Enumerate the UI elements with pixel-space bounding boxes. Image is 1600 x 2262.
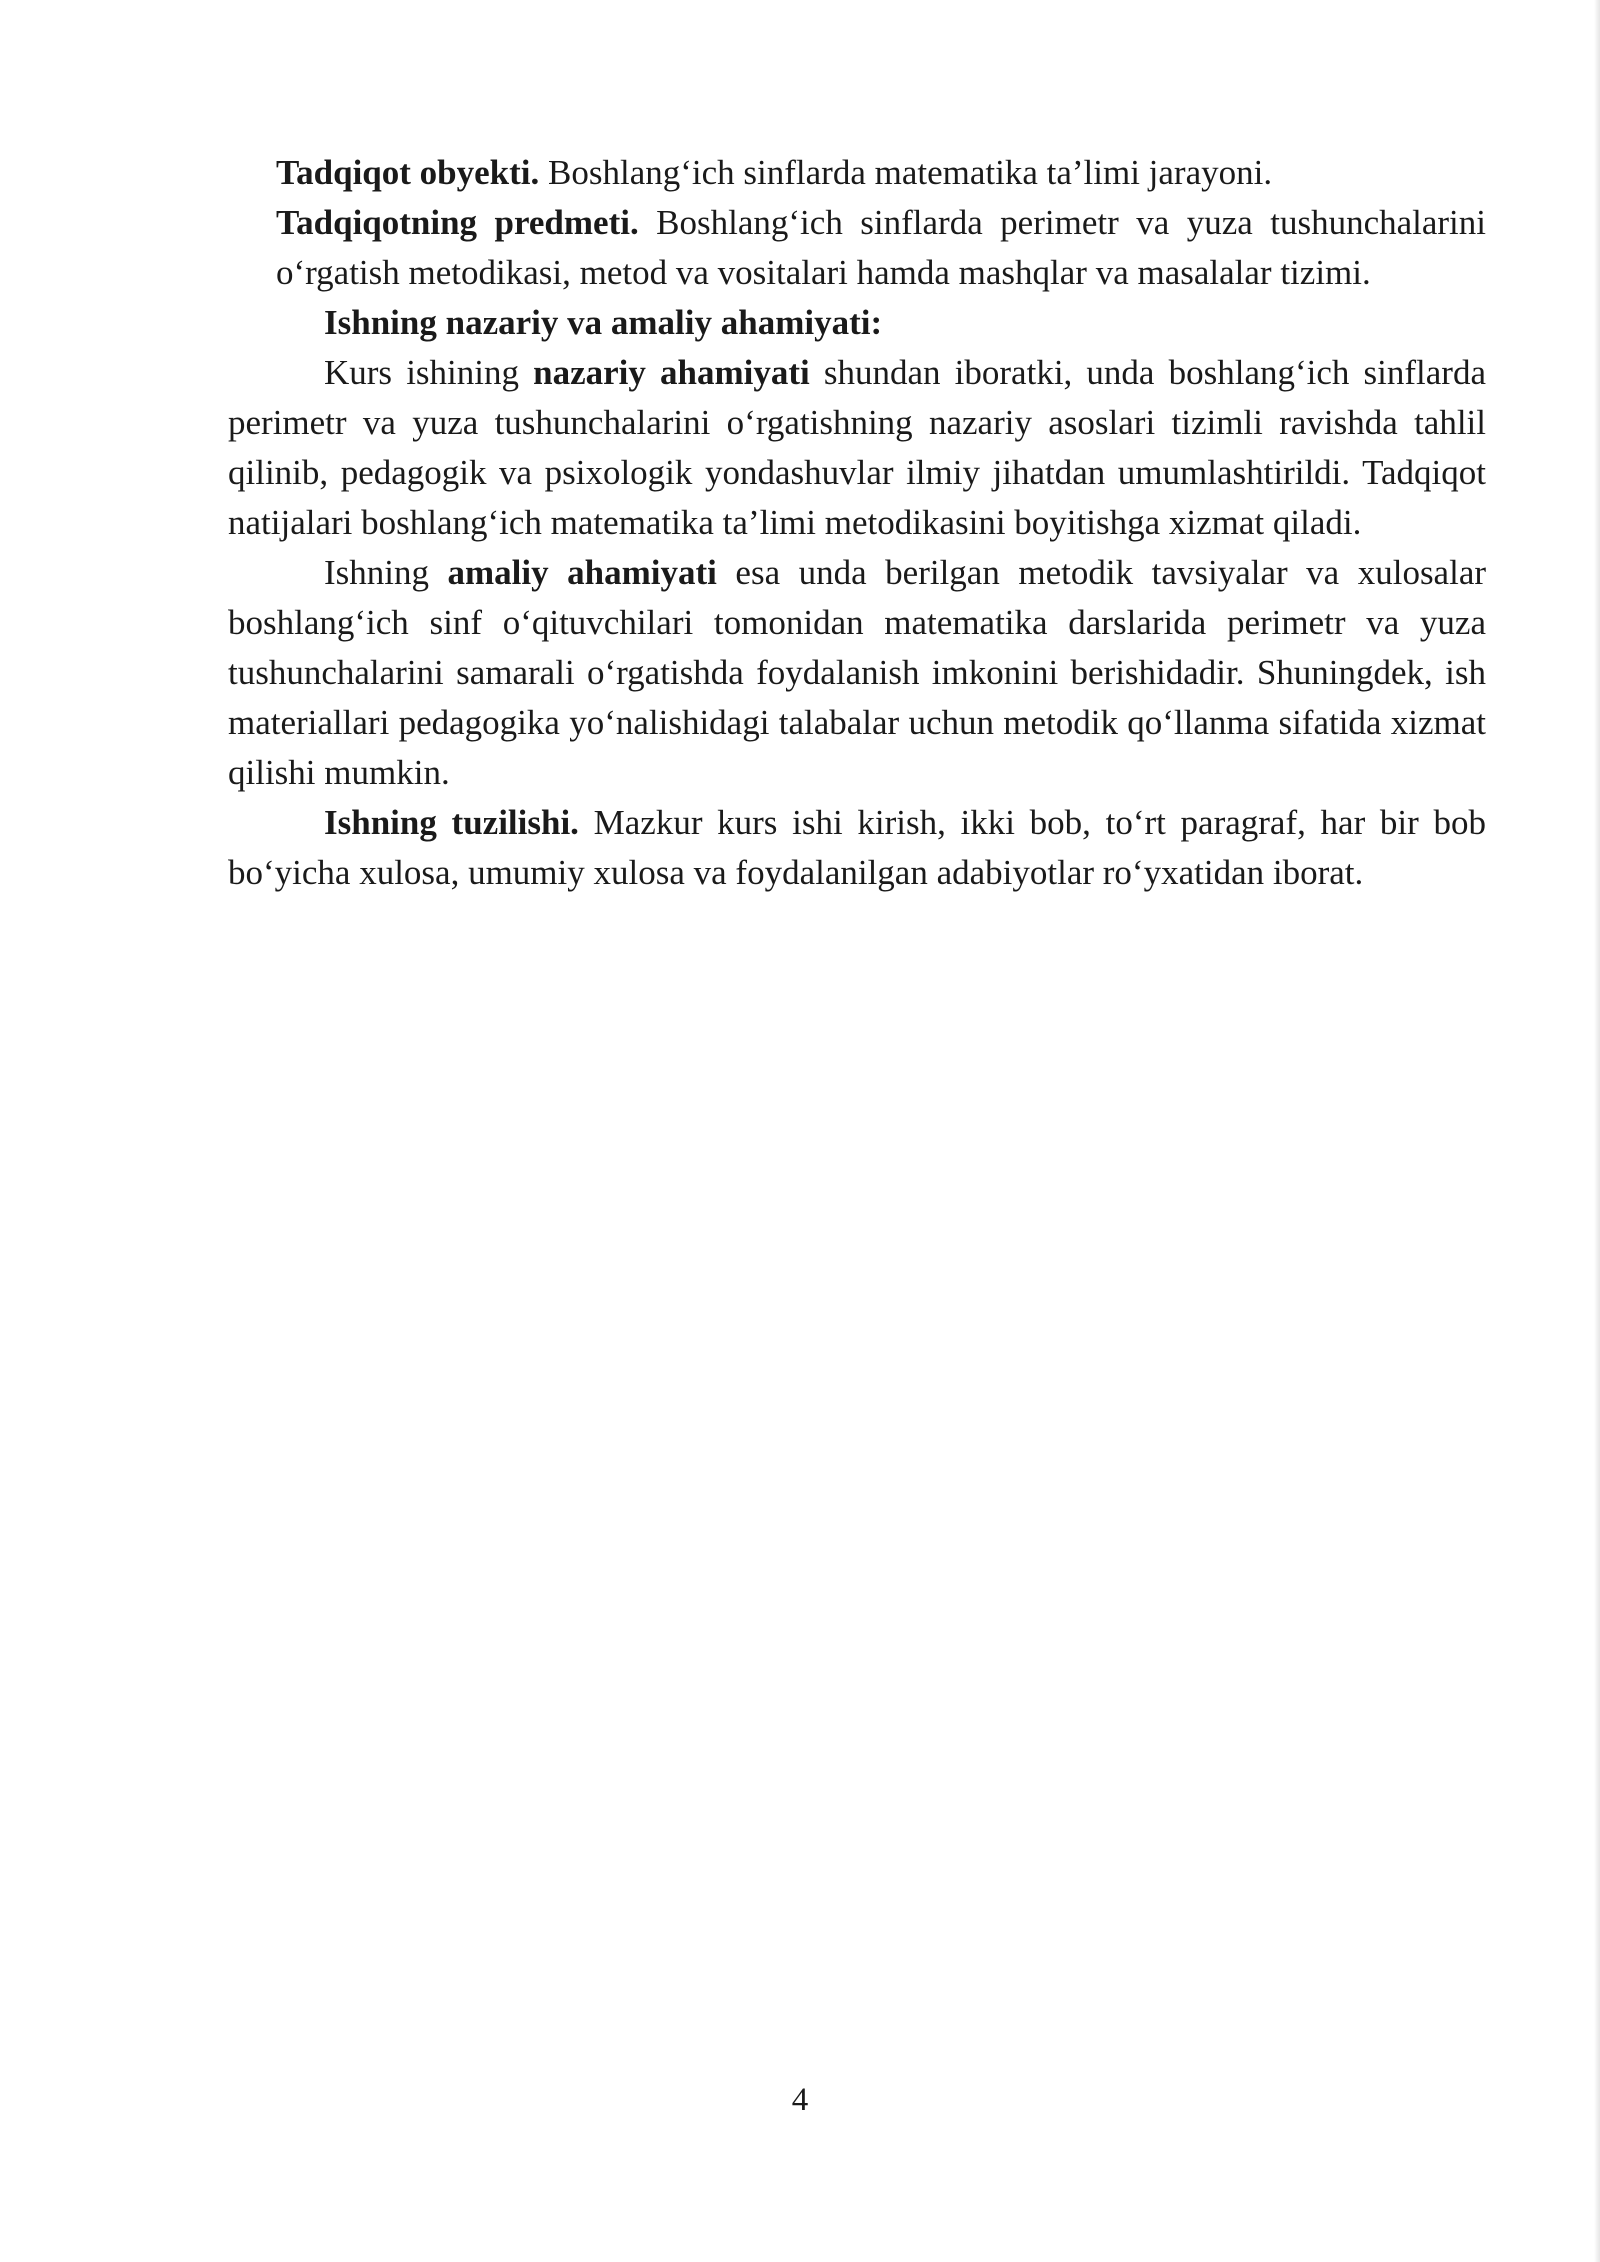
practical-significance-paragraph [228,548,1486,798]
practical-after: esa unda berilgan metodik tavsiyalar va xulosalar boshlang‘ich sinf o‘qituvchilari tomonidan matematika darslarida perimetr va yuza tushunchalarini samarali o‘rgatishda foydalanish imkonini berishidadir. Shuningdek, ish materiallari pedagogika yo‘nalishidagi talabalar uchun metodik qo‘llanma sifatida xizmat qilishi mumkin. [228,553,1487,792]
theoretical-before: Kurs ishining [324,353,534,392]
research-subject-text: Boshlang‘ich sinflarda perimetr va yuza tushunchalarini o‘rgatish metodikasi, metod va vositalari hamda mashqlar va masalalar tizimi. [276,203,1486,292]
document-body [228,148,1486,898]
theoretical-significance-paragraph [228,348,1486,548]
theoretical-bold: nazariy ahamiyati [533,353,810,392]
practical-before: Ishning [324,553,448,592]
research-object-label: Tadqiqot obyekti. [276,153,540,192]
research-subject-label: Tadqiqotning predmeti. [276,203,639,242]
work-structure-label: Ishning tuzilishi. [324,803,579,842]
page-number: 4 [791,2082,809,2118]
significance-heading-text: Ishning nazariy va amaliy ahamiyati: [324,303,883,342]
work-structure-text: Mazkur kurs ishi kirish, ikki bob, to‘rt paragraf, har bir bob bo‘yicha xulosa, umumiy xulosa va foydalanilgan adabiyotlar ro‘yxatidan iborat. [228,803,1486,892]
research-object-text: Boshlang‘ich sinflarda matematika ta’limi jarayoni. [539,153,1273,192]
significance-heading [228,298,1486,348]
work-structure-paragraph [228,798,1486,898]
page-edge [1594,0,1600,2262]
theoretical-after: shundan iboratki, unda boshlang‘ich sinflarda perimetr va yuza tushunchalarini o‘rgatishning nazariy asoslari tizimli ravishda tahlil qilinib, pedagogik va psixologik yondashuvlar ilmiy jihatdan umumlashtirildi. Tadqiqot natijalari boshlang‘ich matematika ta’limi metodikasini boyitishga xizmat qiladi. [228,353,1486,542]
research-object-paragraph [228,148,1486,198]
research-subject-paragraph [228,198,1486,298]
practical-bold: amaliy ahamiyati [447,553,717,592]
